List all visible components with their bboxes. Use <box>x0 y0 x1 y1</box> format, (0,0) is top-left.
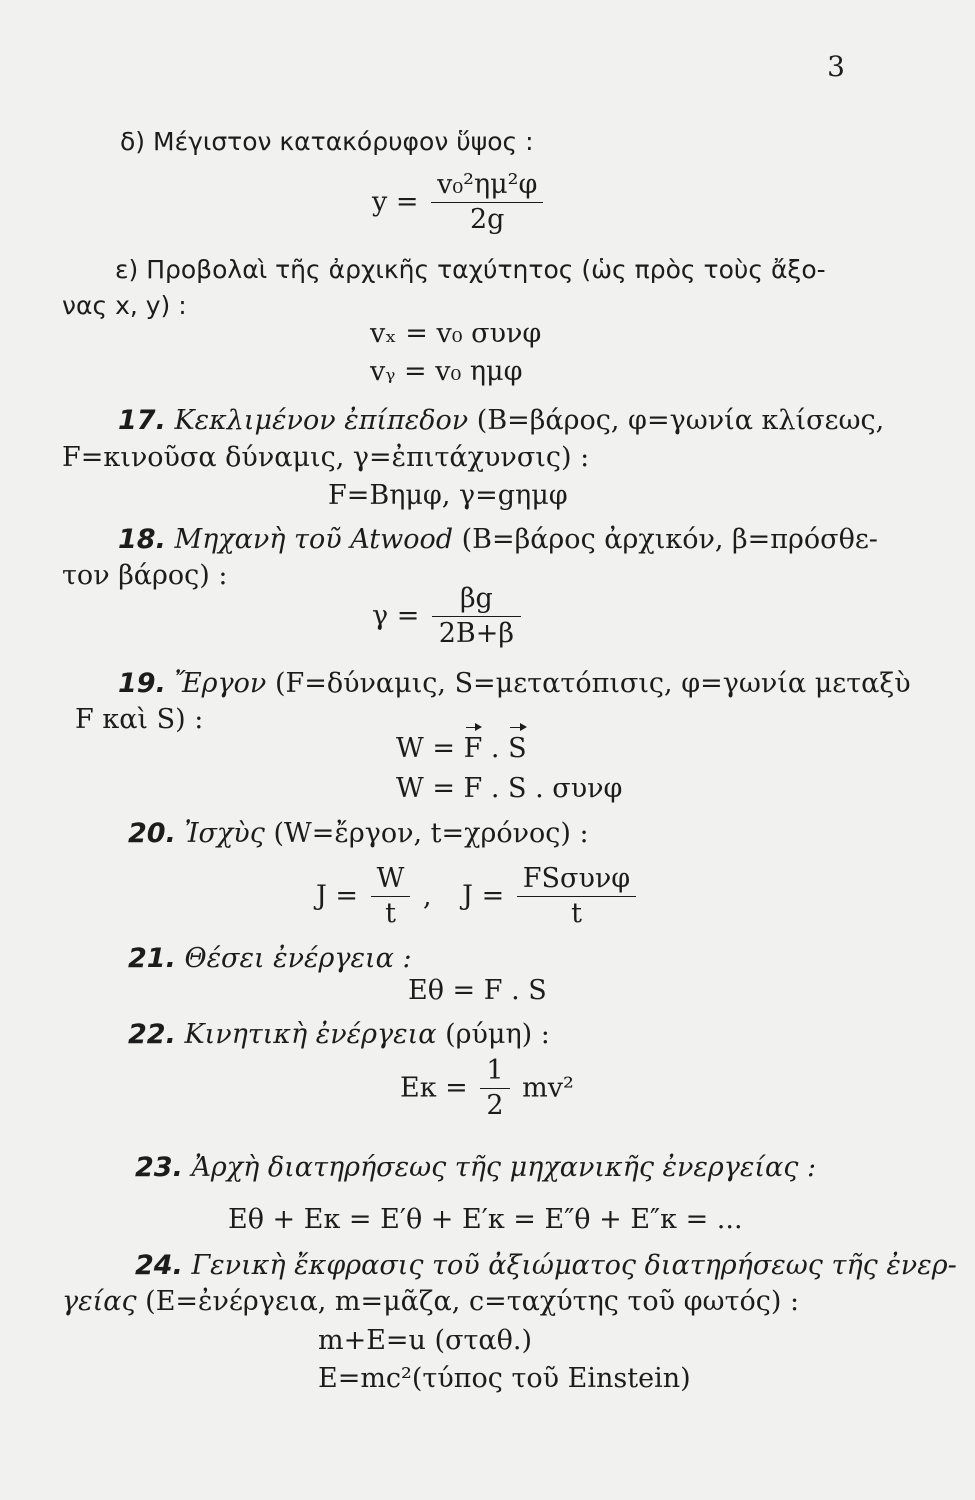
vector-s: S <box>508 733 527 764</box>
item-18-line1 <box>118 524 878 555</box>
item-text: (Β=βάρος, φ=γωνία κλίσεως, <box>476 405 885 436</box>
item-text: (F=δύναμις, S=μετατόπισις, φ=γωνία μεταξὺ <box>274 668 911 699</box>
item-text: (Β=βάρος ἀρχικόν, β=πρόσθε- <box>461 524 878 555</box>
item-text: (Ε=ἐνέργεια, m=μᾶζα, c=ταχύτης τοῦ φωτός) : <box>145 1286 800 1317</box>
item-23-line1 <box>135 1152 816 1183</box>
formula-einstein: E=mc²(τύπος τοῦ Einstein) <box>318 1363 691 1394</box>
item-21-line1 <box>128 943 412 974</box>
item-20-line1 <box>128 818 589 849</box>
item-title: Μηχανὴ τοῦ Atwood <box>174 524 453 555</box>
separator: , <box>422 880 432 912</box>
item-title: Κινητικὴ ἐνέργεια <box>184 1019 437 1050</box>
item-22-line1 <box>128 1019 550 1050</box>
item-title: Κεκλιμένον ἐπίπεδον <box>174 405 469 436</box>
numerator: v₀²ημ²φ <box>431 170 543 203</box>
item-text: (W=ἔργον, t=χρόνος) : <box>273 818 589 849</box>
item-17-line2: F=κινοῦσα δύναμις, γ=ἐπιτάχυνσις) : <box>62 442 590 473</box>
item-title: Γενικὴ ἔκφρασις τοῦ ἀξιώματος διατηρήσεως τῆς ἐνερ- <box>191 1250 957 1281</box>
item-number: 21. <box>128 943 176 974</box>
item-title: Θέσει ἐνέργεια : <box>184 943 412 974</box>
denominator: t <box>385 897 396 929</box>
item-24-line1 <box>135 1250 957 1281</box>
denominator: 2g <box>470 203 505 235</box>
item-19-line2: F καὶ S) : <box>75 704 204 735</box>
item-number: 23. <box>135 1152 183 1183</box>
item-18-line2: τον βάρος) : <box>62 560 228 591</box>
item-19-line1 <box>118 668 911 699</box>
formula-mass-energy-sum: m+E=u (σταθ.) <box>318 1325 533 1356</box>
formula-vy: vᵧ = v₀ ημφ <box>370 356 523 387</box>
formula-lhs: γ = <box>372 600 420 632</box>
section-d-label: δ) Μέγιστον κατακόρυφον ὕψος : <box>120 127 534 156</box>
denominator: 2 <box>486 1089 504 1121</box>
item-number: 24. <box>135 1250 183 1281</box>
formula-rhs: mv² <box>522 1072 574 1104</box>
item-title: Ἔργον <box>174 668 267 699</box>
formula-work-scalar: W = F . S . συνφ <box>396 773 623 804</box>
formula-work-vector <box>396 733 527 764</box>
fraction <box>431 170 543 234</box>
formula-atwood <box>372 584 525 648</box>
numerator: 1 <box>480 1056 509 1089</box>
numerator: W <box>371 864 411 897</box>
item-text: (ρύμη) : <box>445 1019 550 1050</box>
item-title: Ἀρχὴ διατηρήσεως τῆς μηχανικῆς ἐνεργείας : <box>191 1152 817 1183</box>
formula-lhs: Eκ = <box>400 1072 468 1104</box>
formula-inclined-plane: F=Βημφ, γ=gημφ <box>328 480 568 511</box>
section-e-line2: νας x, y) : <box>62 291 187 320</box>
item-24-line2 <box>62 1286 799 1317</box>
dot-operator: . <box>490 733 500 764</box>
item-number: 22. <box>128 1019 176 1050</box>
item-number: 17. <box>118 405 166 436</box>
formula-lhs: W = <box>396 733 455 764</box>
denominator: t <box>571 897 582 929</box>
denominator: 2Β+β <box>438 617 515 649</box>
item-text-italic: γείας <box>62 1286 137 1317</box>
formula-vx: vₓ = v₀ συνφ <box>370 318 542 349</box>
fraction <box>371 864 411 928</box>
item-number: 18. <box>118 524 166 555</box>
formula-power <box>316 864 640 928</box>
formula-lhs: J = <box>462 880 505 912</box>
fraction <box>517 864 636 928</box>
item-title: Ἰσχὺς <box>184 818 265 849</box>
formula-potential-energy: Eθ = F . S <box>408 975 547 1006</box>
formula-energy-conservation: Eθ + Eκ = E′θ + E′κ = E″θ + E″κ = ... <box>228 1204 743 1235</box>
formula-lhs: y = <box>372 186 419 218</box>
vector-f: F <box>463 733 483 764</box>
page-number: 3 <box>827 50 845 83</box>
fraction <box>480 1056 509 1120</box>
item-number: 19. <box>118 668 166 699</box>
numerator: βg <box>432 584 521 617</box>
fraction <box>432 584 521 648</box>
formula-max-height <box>372 170 547 234</box>
item-number: 20. <box>128 818 176 849</box>
formula-lhs: J = <box>316 880 359 912</box>
numerator: FSσυνφ <box>517 864 636 897</box>
section-e-line1: ε) Προβολαὶ τῆς ἀρχικῆς ταχύτητος (ὡς πρὸς τοὺς ἄξο- <box>115 255 826 284</box>
formula-kinetic-energy <box>400 1056 574 1120</box>
item-17-line1 <box>118 405 884 436</box>
